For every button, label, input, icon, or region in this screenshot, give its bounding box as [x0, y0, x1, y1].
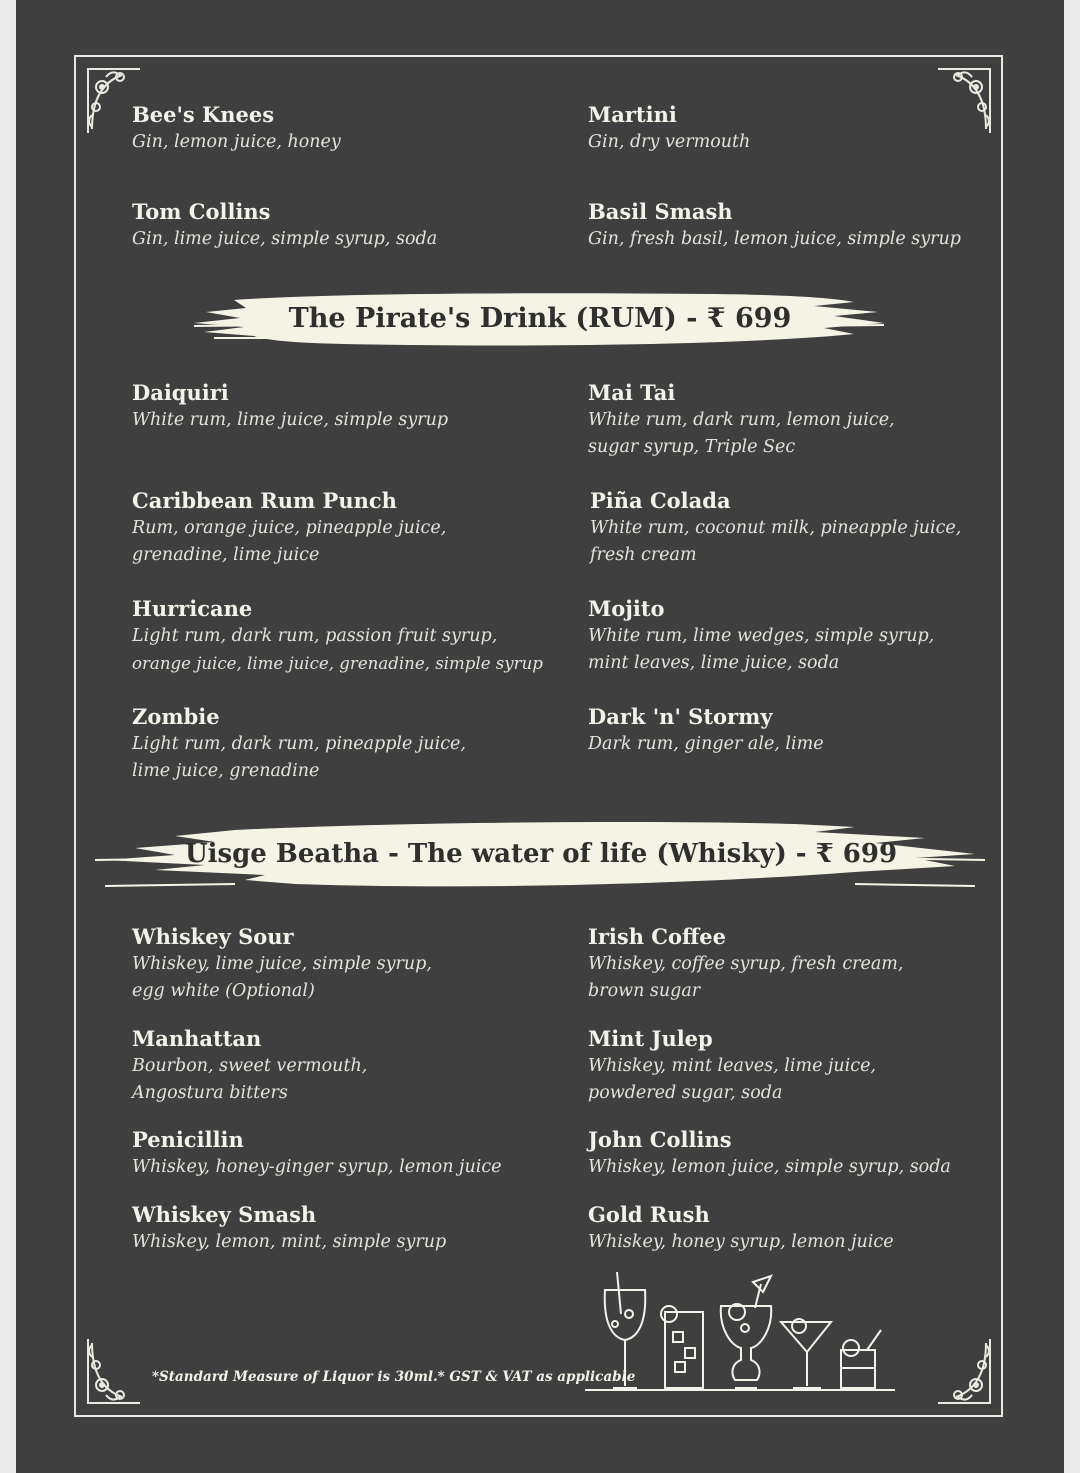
menu-item-bees-knees — [132, 101, 341, 156]
menu-item-pina-colada — [590, 487, 961, 569]
drink-name: Whiskey Sour — [132, 924, 294, 949]
drink-ingredients: grenadine, lime juice — [132, 545, 320, 565]
drink-ingredients: Whiskey, lime juice, simple syrup, — [132, 954, 432, 974]
drink-ingredients: Gin, lemon juice, honey — [132, 132, 341, 152]
menu-item-gold-rush — [588, 1201, 894, 1256]
menu-item-whiskey-sour — [132, 923, 432, 1005]
menu-item-daiquiri — [132, 379, 448, 434]
drink-ingredients: White rum, dark rum, lemon juice, — [588, 410, 895, 430]
drink-name: Martini — [588, 102, 677, 127]
menu-item-mojito — [588, 595, 934, 677]
drink-name: Manhattan — [132, 1026, 262, 1051]
drink-ingredients: White rum, lime wedges, simple syrup, — [588, 626, 935, 646]
menu-item-penicillin — [132, 1126, 501, 1181]
drink-name: Dark 'n' Stormy — [588, 704, 773, 729]
drink-ingredients: Whiskey, honey syrup, lemon juice — [588, 1232, 894, 1252]
drink-name: Whiskey Smash — [132, 1202, 317, 1227]
drink-name: John Collins — [588, 1127, 732, 1152]
whisky-section-title: Uisge Beatha - The water of life (Whisky) - ₹ 699 — [184, 839, 898, 869]
rum-section-title: The Pirate's Drink (RUM) - ₹ 699 — [288, 303, 792, 334]
drink-ingredients: powdered sugar, soda — [588, 1083, 783, 1103]
liquor-measure-footnote: *Standard Measure of Liquor is 30ml.* GST & VAT as applicable — [152, 1369, 636, 1385]
drink-ingredients: Light rum, dark rum, pineapple juice, — [132, 734, 466, 754]
menu-item-basil-smash — [588, 198, 961, 253]
bottom-right-ornament-icon — [932, 1335, 996, 1409]
menu-item-hurricane — [132, 595, 543, 677]
menu-item-dark-n-stormy — [588, 703, 824, 758]
menu-item-martini — [588, 101, 750, 156]
top-right-ornament-icon — [932, 63, 996, 137]
rum-section-banner — [194, 290, 886, 352]
drink-ingredients: Angostura bitters — [132, 1083, 288, 1103]
drink-ingredients: Gin, lime juice, simple syrup, soda — [132, 229, 438, 249]
drink-ingredients: White rum, coconut milk, pineapple juice, — [590, 518, 962, 538]
drink-ingredients: sugar syrup, Triple Sec — [588, 437, 796, 457]
drink-name: Mai Tai — [588, 380, 676, 405]
drink-ingredients: Bourbon, sweet vermouth, — [132, 1056, 368, 1076]
drink-ingredients: Whiskey, coffee syrup, fresh cream, — [588, 954, 904, 974]
drink-ingredients: mint leaves, lime juice, soda — [588, 653, 840, 673]
drink-name: Daiquiri — [132, 380, 229, 405]
drink-name: Bee's Knees — [132, 102, 275, 127]
drink-ingredients: Gin, fresh basil, lemon juice, simple syrup — [588, 229, 962, 249]
drink-ingredients: lime juice, grenadine — [132, 761, 320, 781]
drink-ingredients: Whiskey, lemon, mint, simple syrup — [132, 1232, 447, 1252]
drink-ingredients: Dark rum, ginger ale, lime — [588, 734, 824, 754]
menu-item-manhattan — [132, 1025, 367, 1107]
drink-name: Tom Collins — [132, 199, 271, 224]
drink-ingredients: Whiskey, honey-ginger syrup, lemon juice — [132, 1157, 502, 1177]
menu-item-mint-julep — [588, 1025, 876, 1107]
drink-ingredients: Rum, orange juice, pineapple juice, — [132, 518, 447, 538]
drink-ingredients: Whiskey, mint leaves, lime juice, — [588, 1056, 876, 1076]
drink-name: Mojito — [588, 596, 665, 621]
drink-name: Caribbean Rum Punch — [132, 488, 397, 513]
drink-ingredients: White rum, lime juice, simple syrup — [132, 410, 449, 430]
drink-name: Hurricane — [132, 596, 253, 621]
whisky-section-banner — [95, 818, 987, 898]
drink-ingredients: Gin, dry vermouth — [588, 132, 751, 152]
drink-name: Piña Colada — [590, 488, 731, 513]
menu-item-mai-tai — [588, 379, 895, 461]
drink-name: Irish Coffee — [588, 924, 726, 949]
bottom-left-ornament-icon — [82, 1335, 146, 1409]
drink-ingredients: brown sugar — [588, 981, 701, 1001]
menu-item-john-collins — [588, 1126, 951, 1181]
drink-ingredients: Whiskey, lemon juice, simple syrup, soda — [588, 1157, 951, 1177]
drink-ingredients: fresh cream — [590, 545, 697, 565]
drink-name: Mint Julep — [588, 1026, 713, 1051]
menu-item-caribbean-rum-punch — [132, 487, 446, 569]
menu-item-tom-collins — [132, 198, 437, 253]
drink-name: Penicillin — [132, 1127, 244, 1152]
drink-name: Zombie — [132, 704, 220, 729]
drink-ingredients: egg white (Optional) — [132, 981, 315, 1001]
menu-item-whiskey-smash — [132, 1201, 446, 1256]
drink-name: Basil Smash — [588, 199, 733, 224]
drink-name: Gold Rush — [588, 1202, 710, 1227]
menu-item-irish-coffee — [588, 923, 903, 1005]
drink-ingredients: orange juice, lime juice, grenadine, simple syrup — [132, 654, 543, 673]
drink-ingredients: Light rum, dark rum, passion fruit syrup, — [132, 626, 498, 646]
menu-item-zombie — [132, 703, 466, 785]
